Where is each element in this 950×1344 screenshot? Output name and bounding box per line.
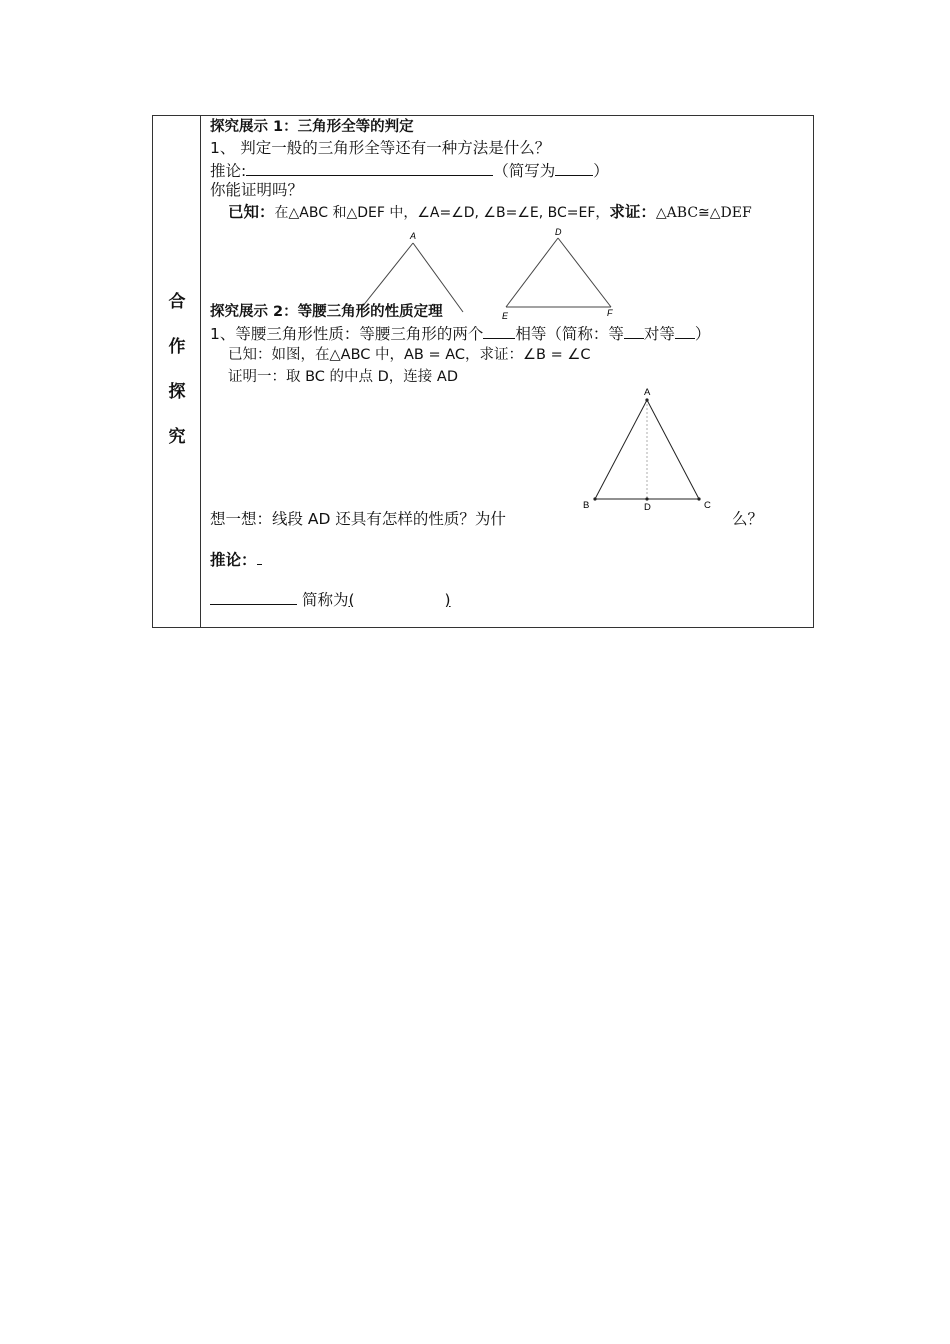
side-label-char: 作	[168, 337, 186, 357]
property-mid2: 对等	[643, 325, 675, 343]
abbrev-label: 简称为	[301, 591, 349, 609]
can-prove-text: 你能证明吗？	[210, 181, 304, 199]
inference-blank	[246, 160, 493, 176]
conclusion-blank	[210, 589, 297, 605]
abbrev-blank-parens	[348, 591, 458, 609]
section1-question: 1、 判定一般的三角形全等还有一种方法是什么？	[210, 139, 551, 157]
section1-known	[228, 202, 752, 223]
prove-text: △ABC≅△DEF	[655, 205, 752, 221]
point-b	[593, 497, 596, 500]
point-a	[645, 398, 648, 401]
point-d	[645, 497, 648, 500]
section1-heading: 探究展示 1：三角形全等的判定	[210, 119, 414, 135]
vertex-label-d: D	[555, 228, 562, 237]
cooperative-inquiry-table	[152, 115, 814, 628]
known-label: 已知：	[228, 203, 275, 221]
property-mid: 相等（简称：等	[515, 325, 624, 343]
isosceles-triangle-figure	[573, 384, 723, 516]
section1-inference	[210, 160, 609, 181]
abbrev-blank	[555, 160, 593, 176]
abbrev-row	[210, 589, 459, 610]
vertex-label-a: A	[644, 387, 651, 398]
known-text: 在△ABC 和△DEF 中，∠A=∠D, ∠B=∠E, BC=EF，	[274, 205, 610, 221]
prove-label: 求证：	[609, 203, 656, 221]
triangle-def-side	[558, 238, 611, 307]
vertex-label-e: E	[502, 311, 509, 321]
vertex-label-d: D	[644, 502, 651, 513]
inference-paren-close: ）	[593, 162, 609, 180]
vertex-label-b: B	[583, 500, 590, 511]
inference-paren-open: （简写为	[493, 162, 556, 180]
point-c	[697, 497, 700, 500]
side-label-char: 究	[168, 427, 186, 447]
abbrev-open: (	[348, 591, 355, 609]
inference-label: 推论:	[210, 162, 247, 180]
think-prompt-end: 么？	[732, 510, 764, 528]
property-prefix: 1、等腰三角形性质：等腰三角形的两个	[210, 325, 484, 343]
side-label-column	[153, 116, 201, 627]
think-prompt: 想一想：线段 AD 还具有怎样的性质？为什	[210, 510, 506, 528]
section2-property	[210, 323, 710, 344]
property-blank	[675, 323, 695, 339]
vertex-label-a: A	[410, 231, 417, 241]
section2-known: 已知：如图，在△ABC 中，AB = AC，求证：∠B = ∠C	[228, 347, 591, 363]
side-label-char: 探	[168, 382, 186, 402]
inference-label: 推论：	[210, 551, 257, 569]
section2-proof: 证明一：取 BC 的中点 D，连接 AD	[228, 369, 459, 385]
side-label-char: 合	[168, 292, 186, 312]
vertex-label-c: C	[704, 500, 711, 511]
vertex-label-f: F	[607, 308, 613, 318]
property-blank	[483, 323, 515, 339]
property-blank	[624, 323, 644, 339]
triangle-def-side	[506, 238, 558, 307]
section2-heading: 探究展示 2：等腰三角形的性质定理	[210, 304, 443, 320]
inference-blank	[257, 549, 262, 565]
triangle-side-ac	[647, 400, 699, 499]
abbrev-close: )	[444, 591, 451, 609]
section2-inference	[210, 549, 262, 570]
property-end: ）	[694, 325, 711, 343]
triangle-side-ab	[595, 400, 647, 499]
